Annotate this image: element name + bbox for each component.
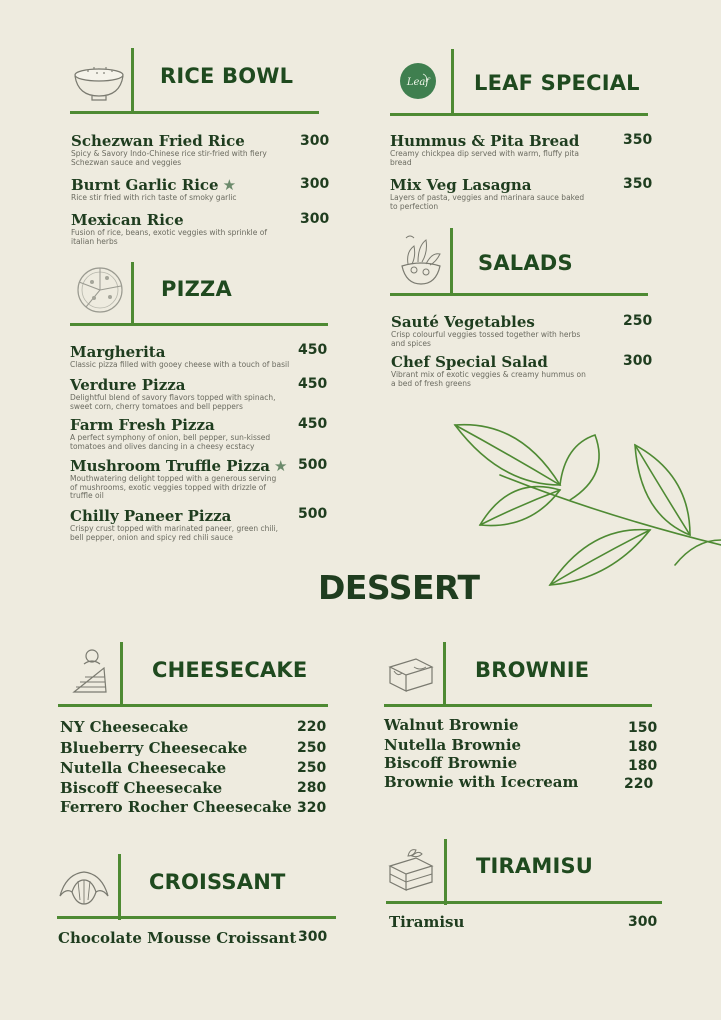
leaf-branch-icon: [440, 415, 721, 600]
item-name: Farm Fresh Pizza: [70, 416, 215, 434]
item-name: Walnut Brownie: [384, 716, 519, 734]
item-name: Chef Special Salad: [391, 353, 548, 371]
item-price: 300: [298, 929, 328, 945]
item-description: Rice stir fried with rich taste of smoky garlic: [71, 193, 237, 202]
item-price: 450: [298, 376, 328, 392]
tiramisu-icon: [386, 846, 436, 894]
item-price: 280: [297, 780, 327, 796]
item-description: Mouthwatering delight topped with a generous serving of mushrooms, exotic veggies topped with drizzle of truffle oil: [70, 474, 277, 500]
item-name: Verdure Pizza: [70, 376, 186, 394]
menu-item: [70, 417, 285, 451]
item-price: 450: [298, 416, 328, 432]
section-title: CHEESECAKE: [152, 658, 308, 682]
star-icon: ★: [274, 457, 288, 475]
item-price: 350: [623, 132, 653, 148]
menu-item: [390, 133, 590, 167]
item-price: 300: [623, 353, 653, 369]
item-price: 220: [624, 776, 654, 792]
menu-item: [71, 212, 291, 246]
menu-item: [70, 457, 288, 501]
item-name: Chocolate Mousse Croissant: [58, 929, 297, 947]
item-name: Ferrero Rocher Cheesecake: [60, 798, 292, 816]
item-name: Biscoff Brownie: [384, 754, 518, 772]
item-price: 300: [300, 133, 330, 149]
brownie-icon: [386, 655, 436, 695]
item-price: 220: [297, 719, 327, 735]
item-price: 500: [298, 457, 328, 473]
menu-item: [70, 377, 285, 411]
item-name: NY Cheesecake: [60, 718, 189, 736]
item-price: 350: [623, 176, 653, 192]
leaf-logo-icon: [399, 62, 437, 100]
menu-item: [391, 354, 591, 388]
item-name: Tiramisu: [389, 913, 465, 931]
item-name: Margherita: [70, 343, 166, 361]
pizza-icon: [74, 264, 126, 316]
star-icon: ★: [222, 176, 237, 194]
menu-item: [390, 177, 590, 211]
item-name: Chilly Paneer Pizza: [70, 507, 232, 525]
section-title: SALADS: [478, 251, 573, 275]
menu-item: [70, 508, 285, 542]
item-price: 300: [628, 914, 658, 930]
item-name: Nutella Cheesecake: [60, 759, 227, 777]
menu-item: [391, 314, 591, 348]
item-price: 300: [300, 176, 330, 192]
item-price: 250: [297, 760, 327, 776]
item-description: Delightful blend of savory flavors topped with spinach, sweet corn, cherry tomatoes and bell peppers: [70, 393, 276, 411]
item-description: Spicy & Savory Indo-Chinese rice stir-fried with fiery Schezwan sauce and veggies: [71, 149, 267, 167]
item-name: Biscoff Cheesecake: [60, 779, 223, 797]
item-price: 500: [298, 506, 328, 522]
cheesecake-icon: [70, 646, 110, 698]
item-price: 150: [628, 720, 658, 736]
item-description: Crisp colourful veggies tossed together with herbs and spices: [391, 330, 581, 348]
item-name: Mix Veg Lasagna: [390, 176, 532, 194]
item-name: Burnt Garlic Rice: [71, 176, 219, 194]
item-name: Sauté Vegetables: [391, 313, 535, 331]
item-description: Crispy crust topped with marinated paneer, green chili, bell pepper, onion and spicy red chili sauce: [70, 524, 279, 542]
rice-bowl-icon: [70, 56, 128, 102]
item-description: Classic pizza filled with gooey cheese with a touch of basil: [70, 360, 290, 369]
svg-text:Leaf: Leaf: [406, 77, 430, 88]
item-price: 250: [297, 740, 327, 756]
item-price: 180: [628, 739, 658, 755]
section-title: CROISSANT: [149, 870, 286, 894]
item-price: 450: [298, 342, 328, 358]
item-name: Hummus & Pita Bread: [390, 132, 580, 150]
item-price: 250: [623, 313, 653, 329]
item-description: Fusion of rice, beans, exotic veggies with sprinkle of italian herbs: [71, 228, 267, 246]
item-description: Creamy chickpea dip served with warm, fluffy pita bread: [390, 149, 579, 167]
item-description: Layers of pasta, veggies and marinara sauce baked to perfection: [390, 193, 585, 211]
item-name: Nutella Brownie: [384, 736, 522, 754]
item-description: Vibrant mix of exotic veggies & creamy hummus on a bed of fresh greens: [391, 370, 586, 388]
item-price: 320: [297, 800, 327, 816]
section-title: LEAF SPECIAL: [474, 71, 640, 95]
dessert-title: DESSERT: [318, 568, 480, 607]
item-name: Mushroom Truffle Pizza: [70, 457, 270, 475]
item-price: 180: [628, 758, 658, 774]
section-title: TIRAMISU: [476, 854, 594, 878]
menu-item: [70, 344, 302, 370]
salad-icon: [396, 232, 446, 290]
menu-item: [71, 177, 306, 203]
item-name: Brownie with Icecream: [384, 773, 579, 791]
item-price: 300: [300, 211, 330, 227]
item-description: A perfect symphony of onion, bell pepper, sun-kissed tomatoes and olives dancing in a cheesy ecstacy: [70, 433, 271, 451]
item-name: Schezwan Fried Rice: [71, 132, 245, 150]
menu-item: [71, 133, 306, 167]
item-name: Mexican Rice: [71, 211, 184, 229]
section-title: PIZZA: [161, 277, 232, 301]
item-name: Blueberry Cheesecake: [60, 739, 248, 757]
section-title: BROWNIE: [475, 658, 590, 682]
croissant-icon: [56, 866, 112, 908]
section-title: RICE BOWL: [160, 64, 294, 88]
